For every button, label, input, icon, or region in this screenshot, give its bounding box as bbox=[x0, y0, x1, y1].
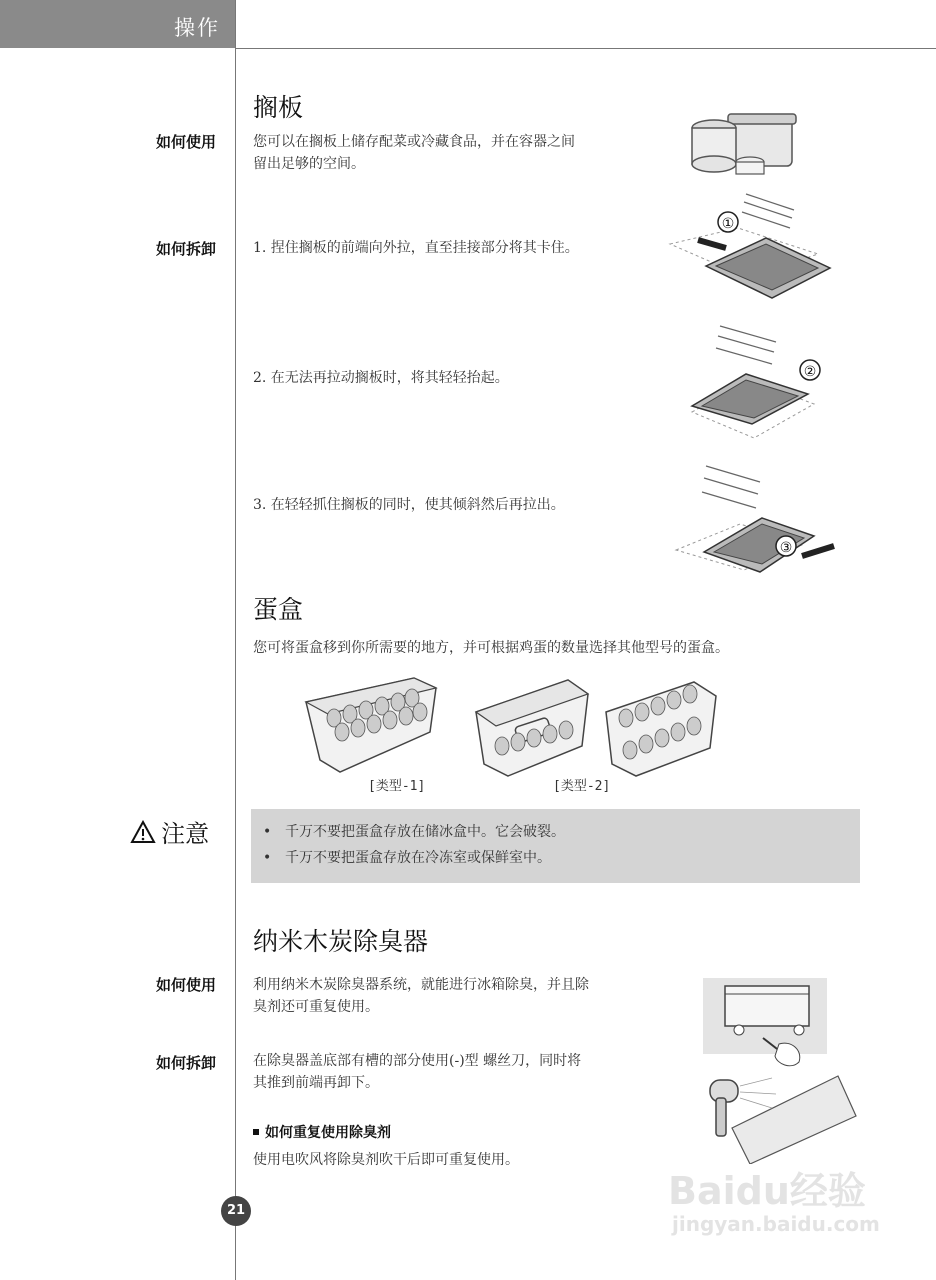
egg-type-2-caption: [类型-2] bbox=[553, 779, 611, 794]
section-title: 操作 bbox=[174, 16, 220, 40]
reuse-heading bbox=[253, 1122, 391, 1142]
egg-tray-type-1 bbox=[300, 672, 440, 778]
shelf-step-3-illustration bbox=[674, 460, 840, 580]
shelf-use-line-1: 您可以在搁板上储存配菜或冷藏食品，并在容器之间 bbox=[253, 134, 575, 150]
deodorizer-removal-illustration bbox=[703, 978, 827, 1072]
containers-illustration bbox=[688, 112, 798, 182]
deodorizer-use-text bbox=[253, 974, 673, 1018]
shelf-remove-label: 如何拆卸 bbox=[155, 240, 216, 258]
shelf-step-1-illustration bbox=[668, 188, 840, 304]
egg-tray-type-2 bbox=[470, 672, 726, 778]
caution-item: • 千万不要把蛋盒存放在储冰盒中。它会破裂。 bbox=[269, 819, 860, 845]
square-bullet-icon bbox=[253, 1129, 259, 1135]
watermark-url: jingyan.baidu.com bbox=[672, 1212, 880, 1236]
shelf-use-label: 如何使用 bbox=[155, 133, 216, 151]
caution-heading bbox=[130, 814, 209, 849]
reuse-title: 如何重复使用除臭剂 bbox=[265, 1125, 391, 1141]
deodorizer-title: 纳米木炭除臭器 bbox=[253, 927, 429, 956]
shelf-title: 搁板 bbox=[253, 93, 304, 122]
header-divider bbox=[236, 48, 936, 49]
deodorizer-use-line-2: 臭剂还可重复使用。 bbox=[253, 999, 379, 1015]
warning-triangle-icon bbox=[130, 820, 156, 844]
shelf-step-3: 3. 在轻轻抓住搁板的同时，使其倾斜然后再拉出。 bbox=[253, 497, 565, 513]
deodorizer-remove-text bbox=[253, 1050, 673, 1094]
deodorizer-remove-label: 如何拆卸 bbox=[155, 1054, 216, 1072]
deodorizer-remove-line-2: 其推到前端再卸下。 bbox=[253, 1075, 379, 1091]
caution-list bbox=[251, 809, 860, 871]
hair-dryer-illustration bbox=[706, 1072, 858, 1164]
deodorizer-remove-line-1: 在除臭器盖底部有槽的部分使用(-)型 螺丝刀，同时将 bbox=[253, 1053, 582, 1069]
page-number: 21 bbox=[221, 1196, 251, 1226]
shelf-step-2: 2. 在无法再拉动搁板时，将其轻轻抬起。 bbox=[253, 370, 509, 386]
shelf-step-2-illustration bbox=[686, 320, 836, 446]
deodorizer-use-line-1: 利用纳米木炭除臭器系统，就能进行冰箱除臭，并且除 bbox=[253, 977, 589, 993]
step-1-mark: ① bbox=[721, 216, 735, 232]
step-2-mark: ② bbox=[803, 364, 817, 380]
margin-rule bbox=[235, 0, 236, 1280]
caution-item: • 千万不要把蛋盒存放在冷冻室或保鲜室中。 bbox=[269, 845, 860, 871]
caution-box bbox=[251, 809, 860, 883]
deodorizer-use-label: 如何使用 bbox=[155, 976, 216, 994]
caution-label: 注意 bbox=[161, 820, 210, 848]
egg-text: 您可将蛋盒移到你所需要的地方，并可根据鸡蛋的数量选择其他型号的蛋盒。 bbox=[253, 640, 729, 656]
egg-title: 蛋盒 bbox=[253, 595, 304, 624]
reuse-text: 使用电吹风将除臭剂吹干后即可重复使用。 bbox=[253, 1152, 519, 1168]
shelf-use-text bbox=[253, 131, 653, 175]
egg-type-1-caption: [类型-1] bbox=[368, 779, 426, 794]
step-3-mark: ③ bbox=[779, 540, 793, 556]
shelf-step-1: 1. 捏住搁板的前端向外拉，直至挂接部分将其卡住。 bbox=[253, 240, 579, 256]
section-header-tab bbox=[0, 0, 236, 48]
shelf-use-line-2: 留出足够的空间。 bbox=[253, 156, 365, 172]
watermark-brand: Baidu经验 bbox=[668, 1169, 866, 1213]
